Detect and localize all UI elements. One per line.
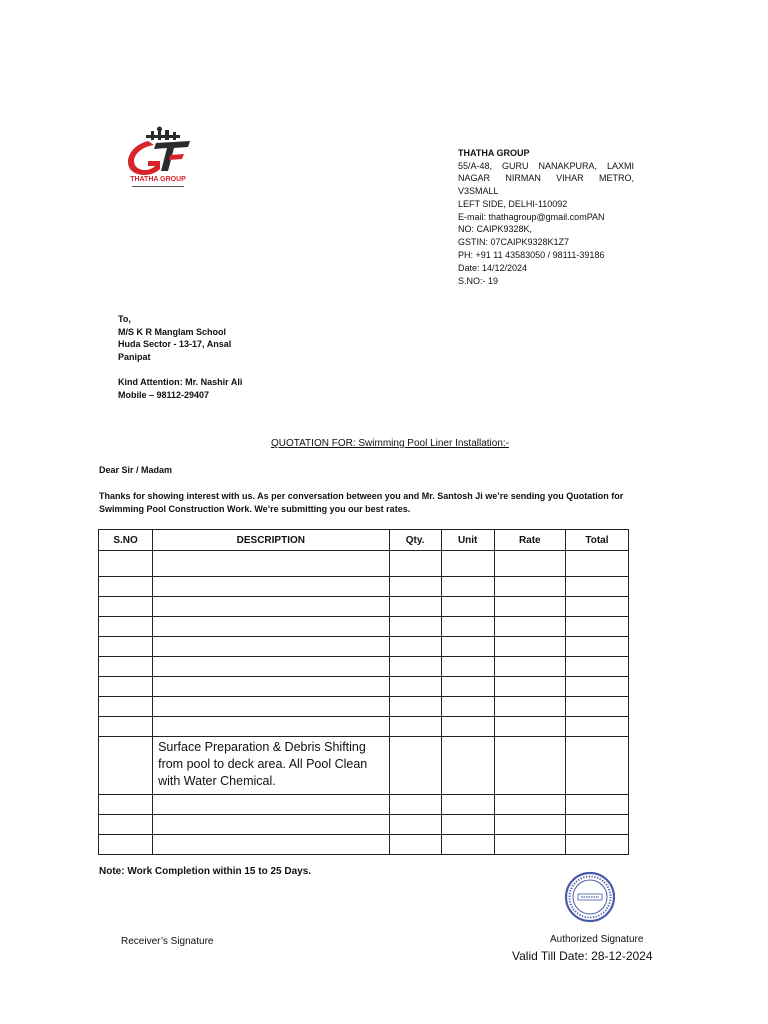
table-row — [99, 577, 629, 597]
attention-line: Kind Attention: Mr. Nashir Ali — [118, 377, 243, 387]
company-pan: NO: CAIPK9328K, — [458, 224, 533, 235]
table-cell — [565, 677, 628, 697]
quotation-sno: S.NO:- 19 — [458, 275, 499, 286]
company-email: E-mail: thathagroup@gmail.comPAN — [458, 211, 605, 222]
table-cell — [441, 597, 494, 617]
table-row — [99, 637, 629, 657]
quotation-title-subject: Swimming Pool Liner Installation:- — [358, 438, 510, 449]
intro-paragraph: Thanks for showing interest with us. As per conversation between you and Mr. Santosh Ji we’re sending you Quotation for Swimming Pool Construction Work. We’re submitting you our best rates. — [99, 491, 624, 514]
table-cell — [389, 577, 441, 597]
header-description: DESCRIPTION — [153, 530, 389, 551]
table-cell — [565, 697, 628, 717]
company-gstin: GSTIN: 07CAIPK9328K1Z7 — [458, 236, 570, 247]
table-cell — [99, 551, 153, 577]
table-cell — [565, 795, 628, 815]
table-cell — [565, 835, 628, 855]
table-cell — [565, 637, 628, 657]
table-cell — [441, 577, 494, 597]
table-cell — [99, 597, 153, 617]
table-row — [99, 551, 629, 577]
stamp-seal-graphic — [564, 871, 616, 923]
recipient-address-1: Huda Sector - 13-17, Ansal — [118, 339, 232, 350]
quotation-meta — [458, 262, 634, 287]
table-cell — [153, 677, 389, 697]
table-cell — [99, 617, 153, 637]
table-cell — [441, 835, 494, 855]
table-cell — [494, 597, 565, 617]
table-cell — [565, 657, 628, 677]
table-cell — [441, 697, 494, 717]
table-cell — [565, 737, 628, 795]
table-cell — [99, 835, 153, 855]
table-cell — [389, 815, 441, 835]
table-cell — [389, 717, 441, 737]
item-description: Surface Preparation & Debris Shifting from pool to deck area. All Pool Clean with Water Chemical. — [153, 737, 389, 795]
table-cell — [441, 815, 494, 835]
company-phone: PH: +91 11 43583050 / 98111-39186 — [458, 249, 605, 260]
table-cell — [494, 577, 565, 597]
table-cell — [441, 637, 494, 657]
table-row — [99, 617, 629, 637]
table-cell — [153, 835, 389, 855]
recipient-address-2: Panipat — [118, 352, 151, 363]
table-row-item — [99, 737, 629, 795]
company-name: THATHA GROUP — [458, 148, 530, 158]
table-cell — [441, 677, 494, 697]
company-details — [458, 147, 634, 261]
table-cell — [99, 637, 153, 657]
table-row — [99, 677, 629, 697]
table-cell — [153, 795, 389, 815]
company-address-line-1: 55/A-48, GURU NANAKPURA, LAXMI — [458, 160, 634, 171]
recipient-name: M/S K R Manglam School — [118, 326, 227, 337]
table-cell — [441, 795, 494, 815]
table-cell — [99, 577, 153, 597]
table-cell — [494, 737, 565, 795]
table-cell — [389, 835, 441, 855]
table-cell — [389, 657, 441, 677]
table-cell — [389, 737, 441, 795]
table-cell — [389, 677, 441, 697]
table-cell — [494, 617, 565, 637]
table-cell — [389, 597, 441, 617]
company-address-line-3: LEFT SIDE, DELHI-110092 — [458, 198, 568, 209]
logo-tagline-line — [132, 186, 184, 187]
work-completion-note: Note: Work Completion within 15 to 25 Days. — [99, 866, 312, 877]
table-cell — [494, 795, 565, 815]
table-cell — [494, 835, 565, 855]
table-cell — [494, 697, 565, 717]
table-cell — [389, 617, 441, 637]
table-row — [99, 717, 629, 737]
table-cell — [389, 637, 441, 657]
table-cell — [565, 815, 628, 835]
company-logo — [118, 125, 198, 191]
table-cell — [99, 737, 153, 795]
table-cell — [99, 795, 153, 815]
table-cell — [153, 577, 389, 597]
table-cell — [565, 551, 628, 577]
table-cell — [441, 657, 494, 677]
table-cell — [153, 551, 389, 577]
greeting: Dear Sir / Madam — [99, 465, 173, 475]
company-stamp — [564, 871, 616, 923]
table-cell — [153, 617, 389, 637]
table-row — [99, 697, 629, 717]
table-row — [99, 815, 629, 835]
table-cell — [565, 577, 628, 597]
table-cell — [494, 657, 565, 677]
table-cell — [389, 551, 441, 577]
quotation-title-prefix: QUOTATION FOR: — [270, 438, 359, 449]
table-cell — [389, 795, 441, 815]
table-cell — [565, 717, 628, 737]
table-row — [99, 657, 629, 677]
table-cell — [99, 815, 153, 835]
header-unit: Unit — [441, 530, 494, 551]
recipient-to: To, — [118, 314, 131, 324]
attention-block — [118, 376, 318, 401]
table-cell — [153, 637, 389, 657]
header-total: Total — [565, 530, 628, 551]
table-cell — [494, 551, 565, 577]
table-cell — [441, 617, 494, 637]
table-cell — [441, 717, 494, 737]
table-cell — [99, 657, 153, 677]
quotation-date: Date: 14/12/2024 — [458, 263, 528, 273]
valid-till-date: Valid Till Date: 28-12-2024 — [512, 949, 653, 963]
table-cell — [99, 717, 153, 737]
table-cell — [389, 697, 441, 717]
table-cell — [99, 697, 153, 717]
table-cell — [565, 597, 628, 617]
table-header-row — [99, 530, 629, 551]
quotation-title — [0, 438, 768, 449]
header-sno: S.NO — [99, 530, 153, 551]
table-cell — [441, 737, 494, 795]
table-row — [99, 597, 629, 617]
recipient-block — [118, 313, 278, 364]
company-address-line-2: NAGAR NIRMAN VIHAR METRO, V3SMALL — [458, 173, 634, 197]
table-cell — [99, 677, 153, 697]
table-cell — [494, 637, 565, 657]
receiver-signature-label: Receiver’s Signature — [121, 936, 214, 947]
authorized-signature-label: Authorized Signature — [550, 934, 644, 945]
header-qty: Qty. — [389, 530, 441, 551]
table-cell — [153, 815, 389, 835]
table-cell — [494, 717, 565, 737]
table-cell — [153, 597, 389, 617]
logo-text: THATHA GROUP — [130, 176, 186, 183]
table-cell — [494, 677, 565, 697]
table-row — [99, 835, 629, 855]
table-cell — [153, 657, 389, 677]
table-cell — [153, 717, 389, 737]
quotation-table — [98, 529, 629, 855]
mobile-line: Mobile – 98112-29407 — [118, 389, 210, 400]
table-cell — [494, 815, 565, 835]
table-cell — [441, 551, 494, 577]
table-cell — [153, 697, 389, 717]
header-rate: Rate — [494, 530, 565, 551]
table-row — [99, 795, 629, 815]
table-cell — [565, 617, 628, 637]
